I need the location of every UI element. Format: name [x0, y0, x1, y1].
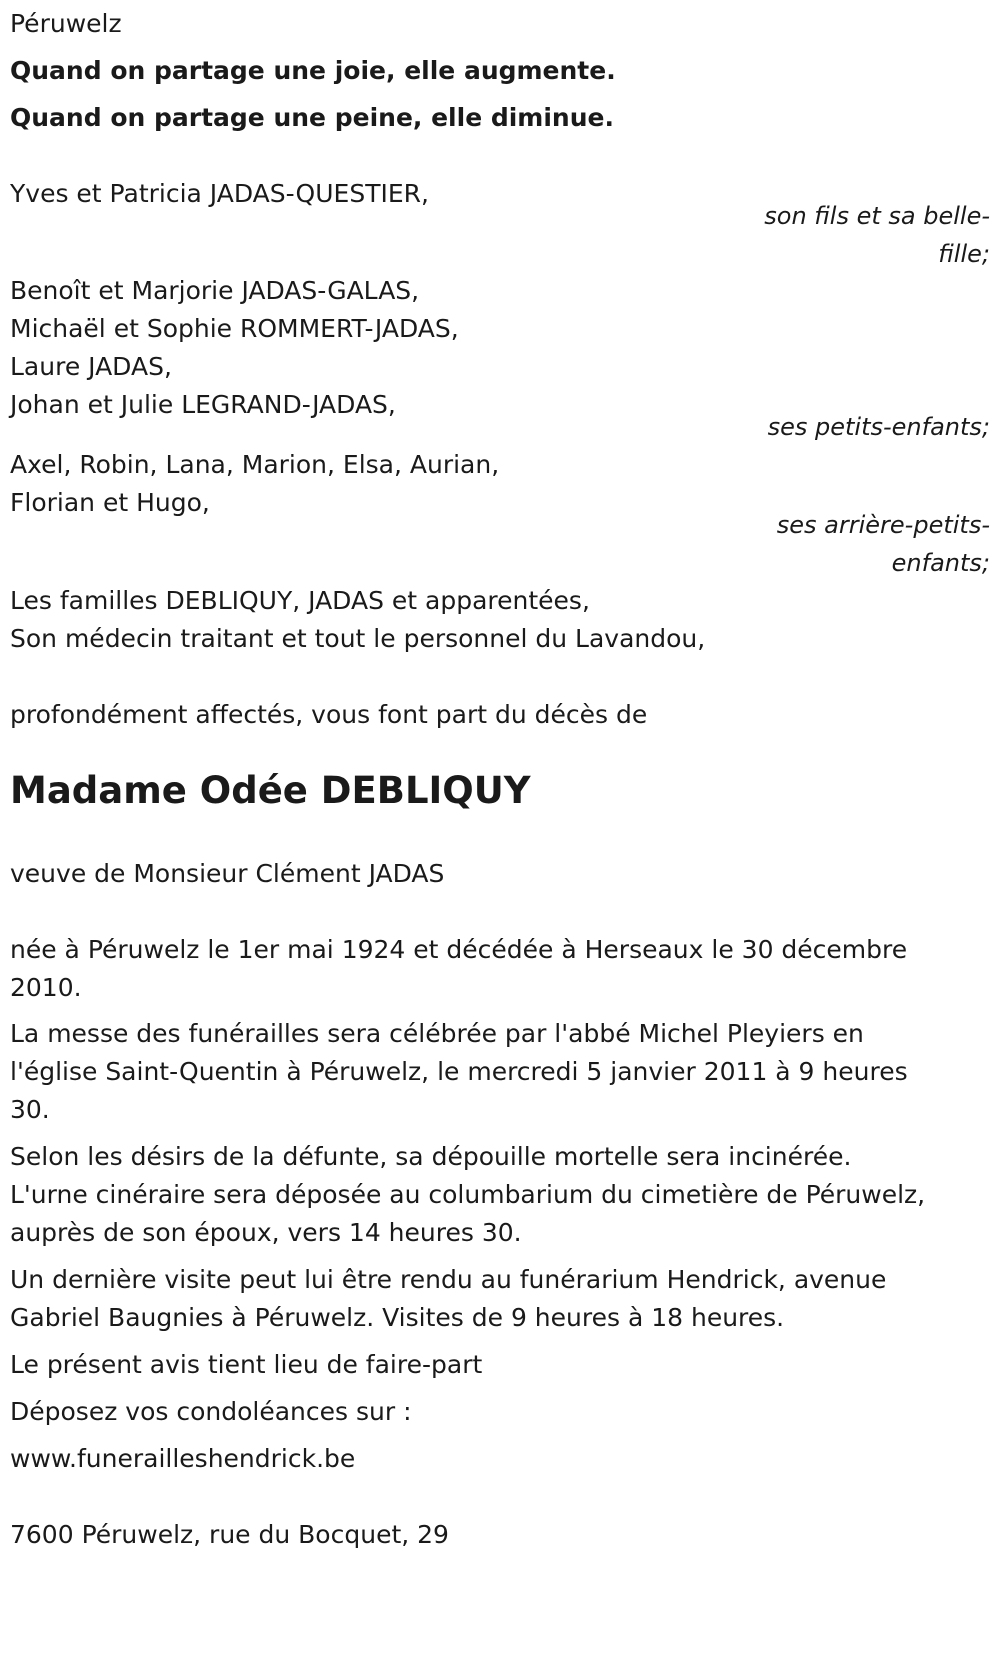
address-line: 7600 Péruwelz, rue du Bocquet, 29 — [10, 1520, 449, 1549]
quote-line-1: Quand on partage une joie, elle augmente. — [10, 56, 616, 85]
birth-death-line: née à Péruwelz le 1er mai 1924 et décédée à Herseaux le 30 décembre — [10, 935, 908, 964]
cremation-line: L'urne cinéraire sera déposée au columbarium du cimetière de Péruwelz, — [10, 1180, 926, 1209]
mass-line: l'église Saint-Quentin à Péruwelz, le mercredi 5 janvier 2011 à 9 heures — [10, 1057, 908, 1086]
relation-label: ses petits-enfants; — [767, 413, 990, 441]
deceased-name: Madame Odée DEBLIQUY — [10, 769, 531, 812]
family-member: Axel, Robin, Lana, Marion, Elsa, Aurian, — [10, 450, 500, 479]
family-member: Son médecin traitant et tout le personnel du Lavandou, — [10, 624, 706, 653]
announcement-text: profondément affectés, vous font part du décès de — [10, 700, 648, 729]
quote-line-2: Quand on partage une peine, elle diminue. — [10, 103, 614, 132]
notice-line: Le présent avis tient lieu de faire-part — [10, 1350, 483, 1379]
condolences-url: www.funerailleshendrick.be — [10, 1444, 356, 1473]
family-member: Michaël et Sophie ROMMERT-JADAS, — [10, 314, 459, 343]
mass-line: La messe des funérailles sera célébrée par l'abbé Michel Pleyiers en — [10, 1019, 864, 1048]
family-member: Yves et Patricia JADAS-QUESTIER, — [10, 179, 429, 208]
family-member: Benoît et Marjorie JADAS-GALAS, — [10, 276, 420, 305]
relation-label: fille; — [938, 240, 990, 268]
family-member: Johan et Julie LEGRAND-JADAS, — [10, 390, 396, 419]
condolences-label: Déposez vos condoléances sur : — [10, 1397, 412, 1426]
city-header: Péruwelz — [10, 9, 122, 38]
spouse-line: veuve de Monsieur Clément JADAS — [10, 859, 445, 888]
family-member: Florian et Hugo, — [10, 488, 210, 517]
relation-label: enfants; — [891, 549, 990, 577]
visit-line: Gabriel Baugnies à Péruwelz. Visites de 9 heures à 18 heures. — [10, 1303, 785, 1332]
cremation-line: auprès de son époux, vers 14 heures 30. — [10, 1218, 522, 1247]
mass-line: 30. — [10, 1095, 50, 1124]
visit-line: Un dernière visite peut lui être rendu au funérarium Hendrick, avenue — [10, 1265, 887, 1294]
birth-death-line: 2010. — [10, 973, 82, 1002]
relation-label: ses arrière-petits- — [776, 511, 990, 539]
relation-label: son fils et sa belle- — [764, 202, 990, 230]
family-member: Laure JADAS, — [10, 352, 172, 381]
family-member: Les familles DEBLIQUY, JADAS et apparentées, — [10, 586, 590, 615]
cremation-line: Selon les désirs de la défunte, sa dépouille mortelle sera incinérée. — [10, 1142, 852, 1171]
